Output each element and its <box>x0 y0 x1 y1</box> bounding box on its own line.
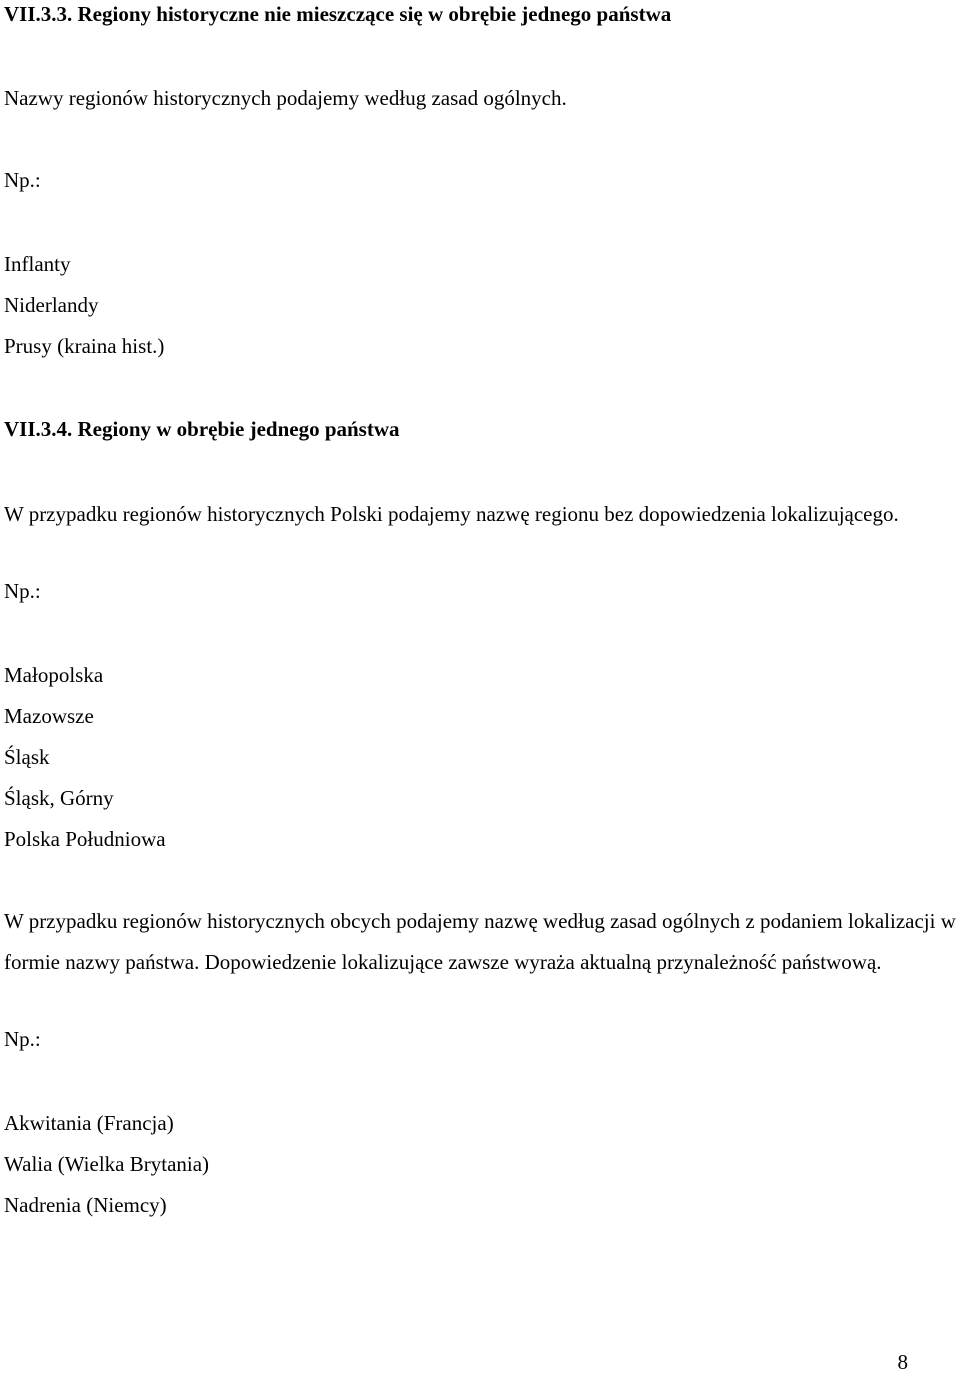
example-list <box>4 244 956 367</box>
list-item: Nadrenia (Niemcy) <box>4 1193 167 1217</box>
list-item: Inflanty <box>4 252 71 276</box>
example-label: Np.: <box>4 168 41 192</box>
list-item: Śląsk, Górny <box>4 786 114 810</box>
list-item: Małopolska <box>4 663 104 687</box>
section-heading-vii-3-3: VII.3.3. Regiony historyczne nie mieszczące się w obrębie jednego państwa <box>4 2 672 26</box>
page-number: 8 <box>897 1350 908 1374</box>
list-item: Śląsk <box>4 745 50 769</box>
example-label: Np.: <box>4 579 41 603</box>
section-text: W przypadku regionów historycznych Polski podajemy nazwę regionu bez dopowiedzenia lokalizującego. <box>4 502 899 526</box>
example-label: Np.: <box>4 1027 41 1051</box>
example-list <box>4 655 956 860</box>
section-heading-vii-3-4: VII.3.4. Regiony w obrębie jednego państwa <box>4 417 400 441</box>
list-item: Prusy (kraina hist.) <box>4 334 165 358</box>
section-text: Nazwy regionów historycznych podajemy według zasad ogólnych. <box>4 86 567 110</box>
list-item: Akwitania (Francja) <box>4 1111 174 1135</box>
document-page <box>4 0 956 1226</box>
example-list <box>4 1103 956 1226</box>
section-text: W przypadku regionów historycznych obcych podajemy nazwę według zasad ogólnych z podaniem lokalizacji w formie nazwy państwa. Dopowiedzenie lokalizujące zawsze wyraża aktualną przynależność państwową. <box>4 909 956 974</box>
list-item: Niderlandy <box>4 293 99 317</box>
list-item: Walia (Wielka Brytania) <box>4 1152 210 1176</box>
list-item: Mazowsze <box>4 704 94 728</box>
list-item: Polska Południowa <box>4 827 166 851</box>
